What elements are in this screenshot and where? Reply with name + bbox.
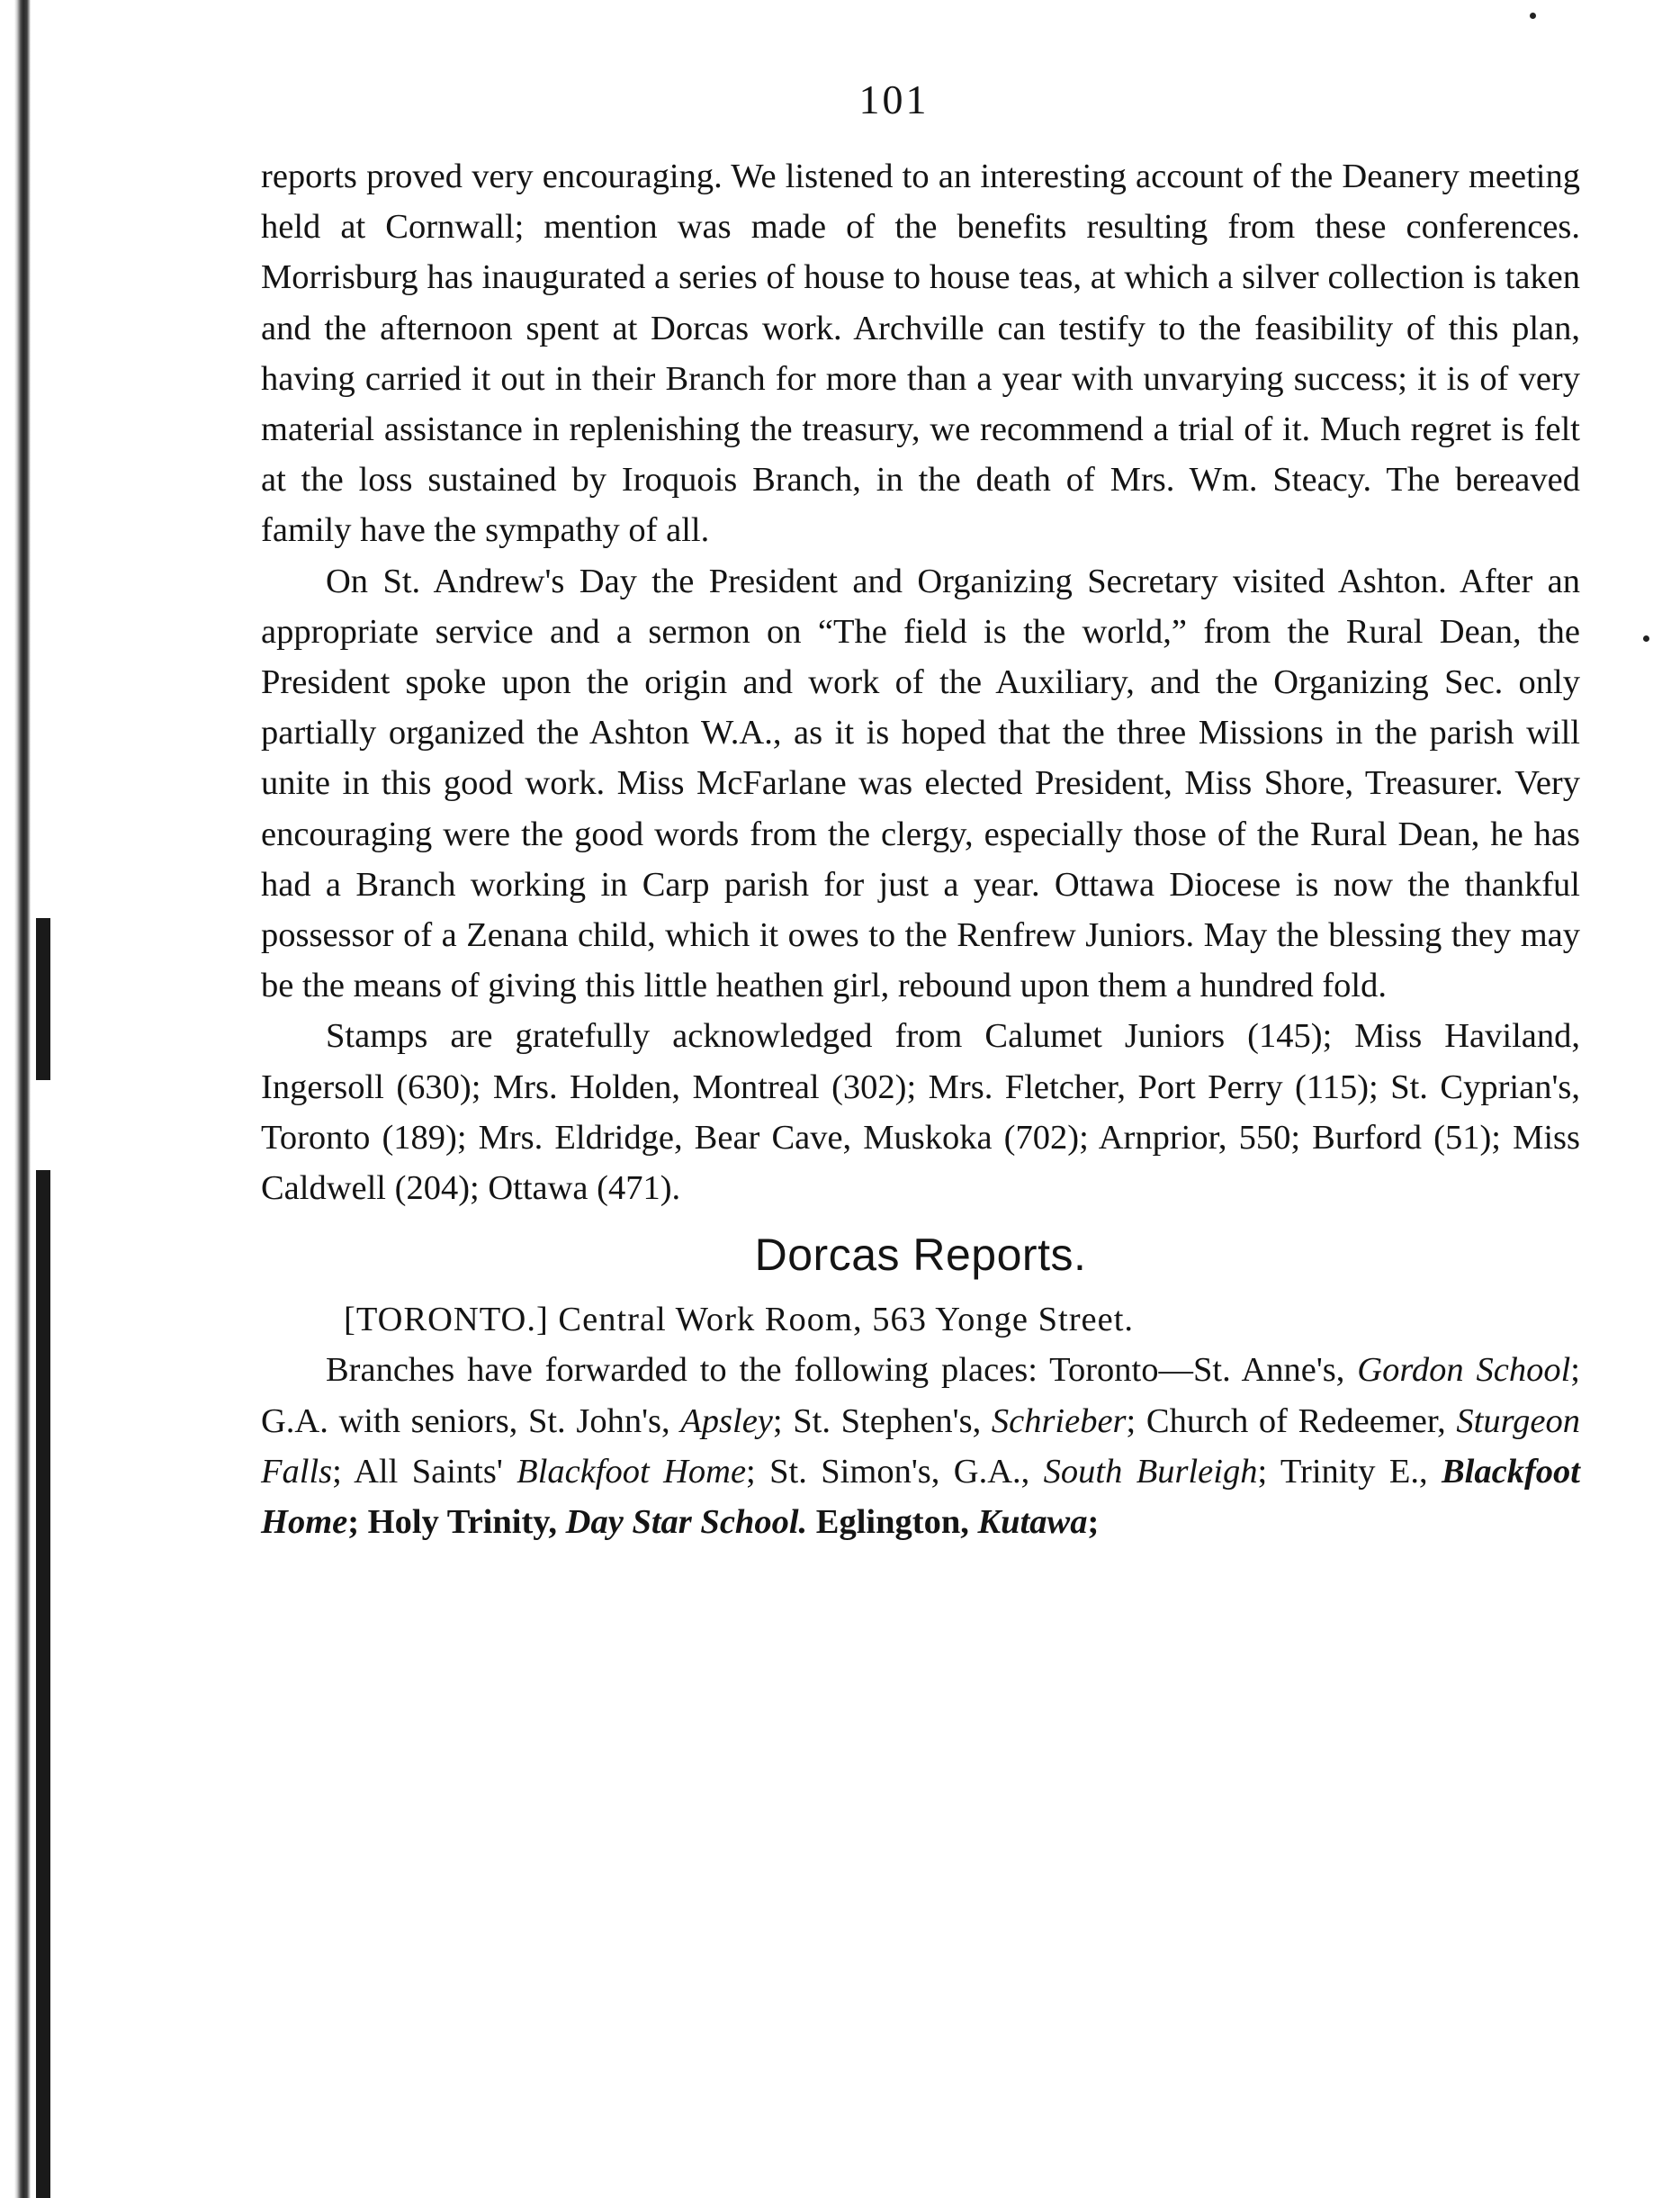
binding-dark-strip	[36, 1170, 50, 2198]
ink-speck	[1643, 635, 1649, 642]
places-text: ; All Saints'	[332, 1452, 517, 1491]
paragraph-stamps: Stamps are gratefully acknowledged from Calumet Juniors (145); Miss Haviland, Ingersoll (630); Mrs. Holden, Montreal (302); Mrs. Fletcher, Port Perry (115); St. Cyprian's, Toronto (189); Mrs. Eldridge, Bear Cave, Muskoka (702); Arnprior, 550; Burford (51); Miss Caldwell (204); Ottawa (471).	[261, 1017, 1580, 1208]
place-name: Day Star School.	[565, 1503, 808, 1542]
places-text: ; Trinity E.,	[1257, 1452, 1442, 1491]
paragraph-dorcas-places	[261, 1345, 1580, 1547]
section-heading: Dorcas Reports.	[754, 1230, 1087, 1281]
places-text: Branches have forwarded to the following places: Toronto—St. Anne's,	[326, 1351, 1358, 1390]
place-name: Apsley	[680, 1401, 773, 1440]
section-subheading: [TORONTO.] Central Work Room, 563 Yonge Street.	[344, 1301, 1135, 1339]
page-number: 101	[858, 77, 930, 122]
places-text: ; St. Stephen's,	[772, 1401, 992, 1440]
paragraph-ashton-visit: On St. Andrew's Day the President and Organizing Secretary visited Ashton. After an appropriate service and a sermon on “The field is the world,” from the Rural Dean, the President spoke upon the origin and work of the Auxiliary, and the Organizing Sec. only partially organized the Ashton W.A., as it is hoped that the three Missions in the parish will unite in this good work. Miss McFarlane was elected President, Miss Shore, Treasurer. Very encouraging were the good words from the clergy, especially those of the Rural Dean, he has had a Branch working in Carp parish for just a year. Ottawa Diocese is now the thankful possessor of a Zenana child, which it owes to the Renfrew Juniors. May the blessing they may be the means of giving this little heathen girl, rebound upon them a hundred fold.	[261, 562, 1580, 1005]
places-text: ;	[1087, 1503, 1100, 1542]
places-text: ; St. Simon's, G.A.,	[746, 1452, 1044, 1491]
places-text: ; Church of Redeemer,	[1126, 1401, 1457, 1440]
place-name: Blackfoot Home	[517, 1452, 747, 1491]
place-name: South Burleigh	[1043, 1452, 1258, 1491]
binding-dark-patch	[36, 918, 50, 1080]
places-text: Eglington,	[807, 1503, 978, 1542]
ink-speck	[1530, 13, 1536, 19]
place-name: Gordon School	[1357, 1351, 1571, 1390]
paragraph-deanery-report: reports proved very encouraging. We listened to an interesting account of the Deanery meeting held at Cornwall; mention was made of the benefits resulting from these conferences. Morrisburg has inaugurated a series of house to house teas, at which a silver collection is taken and the afternoon spent at Dorcas work. Archville can testify to the feasibility of this plan, having carried it out in their Branch for more than a year with unvarying success; it is of very material assistance in replenishing the treasury, we recommend a trial of it. Much regret is felt at the loss sustained by Iroquois Branch, in the death of Mrs. Wm. Steacy. The bereaved family have the sympathy of all.	[261, 158, 1580, 550]
page-text	[261, 151, 1580, 1547]
place-name: Kutawa	[977, 1503, 1088, 1542]
binding-edge	[0, 0, 54, 2198]
place-name: Schrieber	[991, 1401, 1127, 1440]
places-text: ; G.A. with seniors, St. John's,	[261, 1351, 1580, 1440]
place-name: Sturgeon Falls	[261, 1401, 1580, 1491]
place-name: Blackfoot Home	[261, 1452, 1580, 1542]
places-text: ; Holy Trinity,	[347, 1503, 566, 1542]
binding-shadow	[14, 0, 31, 2198]
